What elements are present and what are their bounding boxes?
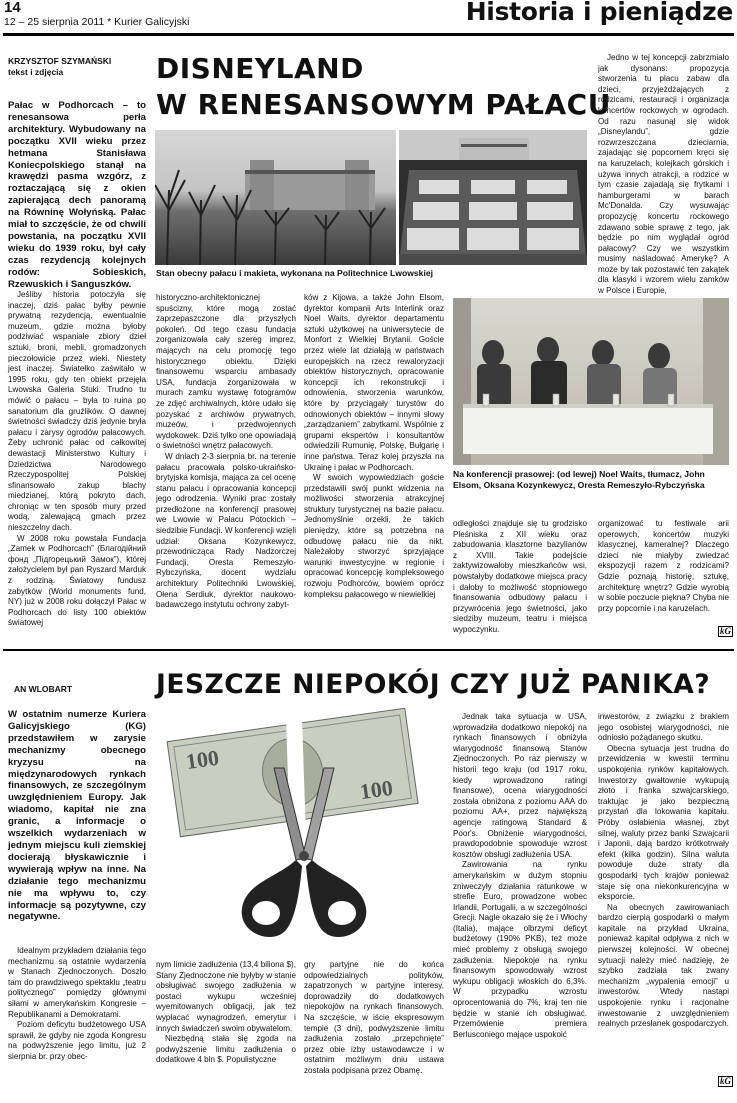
article1-col3 (304, 293, 444, 600)
paragraph: inwestorów, z związku z brakiem jego osobistej wiarygodności, nie odniosło pożądanego skutku. (598, 712, 729, 743)
svg-text:100: 100 (358, 774, 395, 805)
paragraph: Na obecnych zawirowaniach bardzo cierpią gospodarki o małym kapitale na przykład Ukraina, ponieważ kapitał odpływa z nich w pierwszej kolejności. W obecnej sytuacji należy mieć nadzieję, że szybko zadziała tak zwany mechanizm „wypalenia emocji” u inwestorów. Wtedy nastąpi uspokojenie rynku i racjonalne inwestowanie z uwzględnieniem realnych przesłanek gospodarczych. (598, 902, 729, 1029)
scissors-svg (156, 708, 444, 952)
paragraph: nym limicie zadłużenia (13,4 biliona $), Stany Zjednoczone nie byłyby w stanie obsługiwać swojego zadłużenia w postaci wykupu wcześniej wyemitowanych obligacji, jak też wypłacać wynagrodzeń, emerytur i innych świadczeń swoim obywatelom. (156, 960, 296, 1033)
article2-col4 (453, 712, 587, 1040)
article2-lead: W ostatnim numerze Kuriera Galicyjskiego (KG) przedstawiłem w zarysie mechanizmy obecnego kryzysu na międzynarodowych rynkach finansowych, ze szczególnym uwzględnieniem Europy. Jak wiadomo, kapitał nie zna granic, a informacje o wszelkich wydarzeniach w jednym miejscu kuli ziemskiej docierają błyskawicznie i wywierają wpływ na inne. Na działanie tego mechanizmu nie ma wpływu to, czy informacje są pozytywne, czy negatywne. (8, 709, 146, 923)
article2-col3 (304, 960, 444, 1077)
end-mark: kG (720, 626, 731, 636)
issue-line: 12 – 25 sierpnia 2011 * Kurier Galicyjski (4, 16, 190, 28)
paragraph: Zawirowania na rynku amerykańskim w dużym stopniu zniweczyły działania ratunkowe w strefie Euro, prowadzone wobec Irlandii, Portugalii, a w szczególności Grecji. Nagle okazało się że i Włochy (Italia), mające olbrzymi deficyt budżetowy (190% PKB), też może mieć problemy z obsługą swojego zadłużenia. Niepokoje na rynku finansowym spowodowały wzrost wykupu obligacji włoskich do 6,3%. W przypadku wzrostu oprocentowania do 7%, kraj ten nie będzie w stanie ich obsługiwać. Przemówienie premiera Berlusconiego mające uspokoić (453, 860, 587, 1039)
photo-palace-model (399, 130, 587, 265)
photo1-caption: Stan obecny pałacu i makieta, wykonana na Politechnice Lwowskiej (156, 268, 434, 278)
article2-col2 (156, 960, 296, 1066)
paragraph: Poziom deficytu budżetowego USA sprawił, że gdyby nie zgoda Kongresu na podwyższenie jego limitu, już 2 sierpnia br. przy obec- (8, 1020, 146, 1061)
article1-lead: Pałac w Podhorcach – to renesansowa perła architektury. Wybudowany na początku XVII wieku przez hetmana Stanisława Koniecpolskiego stanął na krawędzi pasma wzgórz, z roztaczającą się z okien zapierającą dech panoramą na Równinę Wołyńską. Pałac miał to szczęście, że od chwili powstania, na początku XVII wieku do 1939 roku, był cały czas rezydencją kolejnych rodów: Sobieskich, Rzewuskich i Sanguszków. (8, 100, 146, 290)
conference-photo-svg (453, 298, 729, 465)
paragraph: W dniach 2-3 sierpnia br. na terenie pałacu pracowała polsko-ukraińsko-brytyjska komisja, mająca za cel ocenę stanu pałacu i opracowania koncepcji jego odrodzenia. Wyniki prac zostały przedłożone na konferencji prasowej we Lwowie w Pałacu Potockich – siedzibie Fundacji. W konferencji wzięli udział: Oksana Kozynkewycz, przewodnicząca Rady Nadzorczej Fundacji, Oresta Remeszyło-Rybczyńska, docent wydziału architektury Politechniki Lwowskiej, Ołena Serdiuk, dyrektor naukowo-badawczego instytutu ochrony zabyt- (156, 451, 296, 610)
section-title: Historia i pieniądze (465, 0, 733, 26)
paragraph: W swoich wypowiedziach goście przedstawili swój punkt widzenia na możliwości stworzenia atrakcyjnej struktury turystycznej na bazie pałacu. Jednomyślnie orzekli, że takich pieniędzy, które są potrzebna na odbudowę pałacu nie da nikt. Należałoby stworzyć sprzyjające warunki inwestycyjne w regionie i opracować koncepcję kompleksowego rozwoju Podhorców, bowiem oprócz kompleksu pałacowego w niewielkiej (304, 473, 444, 599)
article1-col4 (453, 519, 587, 636)
paragraph: gry partyjne nie do końca odpowiedzialnych polityków, zapatrzonych w partyjne interesy, doprowadziły do dodatkowych niepokojów na rynkach finansowych. Na szczęście, w iście ekspresowym tempie (3 dni), podwyższenie limitu zadłużenia zostało „przepchnięte” przez obie izby ustawodawcze i w ostatnim możliwym dniu ustawa została podpisana przez Obamę. (304, 960, 444, 1075)
author-role: tekst i zdjęcia (8, 67, 64, 77)
end-mark: kG (720, 1076, 731, 1086)
author-name: KRZYSZTOF SZYMAŃSKI (8, 56, 112, 66)
page-header (0, 0, 737, 34)
article1-col1 (8, 290, 146, 629)
paragraph: Jedno w tej koncepcji zabrzmiało jak dysonans: propozycja stworzenia tu placu zabaw dla dzieci, przyjeżdżających z rodzicami, restauracji i organizacja koncertów rockowych w ogrodach. Od razu nasunął się widok „Disneylandu”, gdzie rozwrzeszczana dzieciarnia, zajadając się popcornem kręci się na karuzelach, kolejkach górskich i używa innych atrakcji, a rodzice w tym czasie zajadają się frytkami i hamburgerami w barach Mc'Donalda. Czy wysuwając propozycję koncertu rockowego zdawano sobie sprawę z tego, jak będzie po nim wyglądał ogród pałacowy? Czy we wszystkim musimy naśladować Amerykę? A może by tak pozostawić ten zakątek dla klasyki i wzorem wielu zamków w Polsce i Europie, (598, 53, 729, 296)
paragraph: Obecna sytuacja jest trudna do przewidzenia w kwestii terminu uspokojenia rynków kapitałowych. Inwestorzy gwałtownie wykupują złoto i franka szwajcarskiego, traktując je jako bezpieczną przystań dla lokowania kapitału. Próby osłabienia własnej, zbyt silnej, waluty przez banki Szwajcarii i Japonii, dają bardzo krótkotrwały efekt (kilka godzin). Silna waluta powoduje duże straty dla gospodarki tych krajów ponieważ staje się ona niekonkurencyjna w eksporcie. (598, 743, 729, 902)
palace-photo-svg (155, 130, 396, 265)
paragraph: Jednak taka sytuacja w USA, wprowadziła dodatkowo niepokój na rynkach finansowych i obniżyła wiarygodność finansową Stanów Zjednoczonych. Po raz pierwszy w historii tego kraju (od 1917 roku, kiedy wprowadzono ratingi finansowe), ocena wiarygodności została obniżona z poziomu AAA do poziomu AA+, przez największą agencje ratingową Standard & Poor's. Obniżenie wiarygodności, prawdopodobnie spowoduje wzrost kosztów obsługi zadłużenia USA. (453, 712, 587, 859)
article-divider (3, 649, 734, 651)
paragraph: ków z Kijowa, a także John Elsom, dyrektor kompanii Arts Interlink oraz Noel Waits, dyrektor departamentu sztuki użytkowej na uniwersytecie de Monfort z Wielkiej Brytanii. Goście przez wiele lat działają w państwach europejskich na rzecz rewaloryzacji obiektów historycznych, opracowanie koncepcji ich rekonstrukcji i odnowienia, stworzenia warunków, które by przyciągały turystów do odnowionych obiektów – innymi słowy „zarządzaniem” zabytkami. Wspólnie z grupami ekspertów i konsultantów odwiedzili Rumunię, Polskę, Bułgarię i inne państwa. Teraz kolej przyszła na Ukrainę i pałac w Podhorcach. (304, 293, 444, 472)
paragraph: Jeśliby historia potoczyła się inaczej, dziś pałac byłby pewnie prywatną rezydencją, ewentualnie muzeum, gdzie można byłoby podziwiać wspaniałe zbiory dzieł sztuki, broni, mebli, gromadzonych pieczołowicie przez wieki. Niestety jest inaczej. Światełko zaświtało w 1995 roku, gdy ten obiekt przejęła Lwowska Galeria Stuki. Trudno tu mówić o pałacu – była to ruina po sanatorium dla gruźlików. O dawnej świetności świadczy dziś jedynie bryła pałacu i zarysy ogrodów pałacowych. Żeby uchronić pałac od całkowitej dewastacji Ministerstwo Kultury i Dziedzictwa Narodowego Rzeczypospolitej Polskiej sfinansowało zakup blachy miedzianej, którą pokryto dach, chroniąc w ten sposób mury przed wodą, zalewającą gmach przez nieszczelny dach. (8, 290, 146, 533)
paragraph: Idealnym przykładem działania tego mechanizmu są ostatnie wydarzenia w Stanach Zjednoczonych. Doszło tam do prawdziwego spektaklu „teatru politycznego” pomiędzy głównymi siłami w amerykańskim Kongresie – Republikanami a Demokratami. (8, 946, 146, 1019)
illustration-scissors-dollar (156, 708, 444, 952)
article2-headline: JESZCZE NIEPOKÓJ CZY JUŻ PANIKA? (156, 669, 711, 700)
article2-col1 (8, 946, 146, 1063)
article2-col5 (598, 712, 729, 1030)
svg-text:100: 100 (184, 744, 221, 775)
page-number: 14 (4, 0, 21, 16)
article1-headline (156, 51, 611, 123)
article1-right-top (598, 53, 729, 297)
paragraph: historyczno-architektonicznej spuścizny, które mogą zostać zaprzepaszczone dla przyszłych pokoleń. Od tego czasu fundacja zorganizowała cały szereg imprez, mających na celu promocję tego historycznego obiektu. Dzięki finansowemu wsparciu ambasady USA, fundacja zorganizowała w murach zamku wystawę fotogramów ze zdjęć archiwalnych, które udało się pozyskać z archiwów prywatnych, muzeów, i przedwojennych wydokowek. Dziś tylko one opowiadają o świetności wnętrz pałacowych. (156, 293, 296, 451)
model-photo-svg (399, 130, 587, 265)
article1-col2 (156, 293, 296, 611)
photo3-caption: Na konferencji prasowej: (od lewej) Noel Waits, tłumacz, John Elsom, Oksana Kozynkewycz, Oresta Remeszyło-Rybczyńska (453, 469, 705, 490)
headline-line2: W RENESANSOWYM PAŁACU (156, 88, 611, 121)
paragraph: odległości znajduje się tu grodzisko Pleśniska z XII wieku oraz zabudowania klasztorne bazylianów z XVIII. Takie podejście zaktywizowałoby mieszkańców wsi, powstałyby dodatkowe miejsca pracy i dałoby to możliwość stopniowego finansowania odbudowy pałacu i przywrócenia jego świetności, jako siedziby muzeum, teatru i miejsca wypoczynku. (453, 519, 587, 634)
header-rule (3, 33, 734, 36)
headline-line1: DISNEYLAND (156, 52, 364, 85)
article1-col5 (598, 519, 729, 614)
photo-press-conference (453, 298, 729, 465)
photo-palace-orchard (155, 130, 396, 265)
paragraph: W 2008 roku powstała Fundacja „Zamek w Podhorcach” (Благодійний фонд „Підгорецький Замок”), której założycielem był pan Ryszard Marduk z rodziną. Światowy fundusz zabytków (World monuments fund, NY) już w 2008 roku dołączył Pałac w Podhorcach do listy 100 obiektów światowej (8, 533, 146, 628)
paragraph: organizować tu festiwale arii operowych, koncertów muzyki klasycznej, kameralnej? Dlaczego dzieci nie miałyby zwiedzać ekspozycji razem z rodzicami? Gdzie poznają historię, sztukę, architekturę wnętrz? Gdzie wyrobią w sobie poczucie piękna? Chyba nie przy popcornie i na karuzelach. (598, 519, 729, 613)
author-name: AN WLOBART (14, 684, 73, 694)
paragraph: Niezbędną stała się zgoda na podwyższenie limitu zadłużenia o dodatkowe 4 bln $. Populistyczne (156, 1034, 296, 1065)
